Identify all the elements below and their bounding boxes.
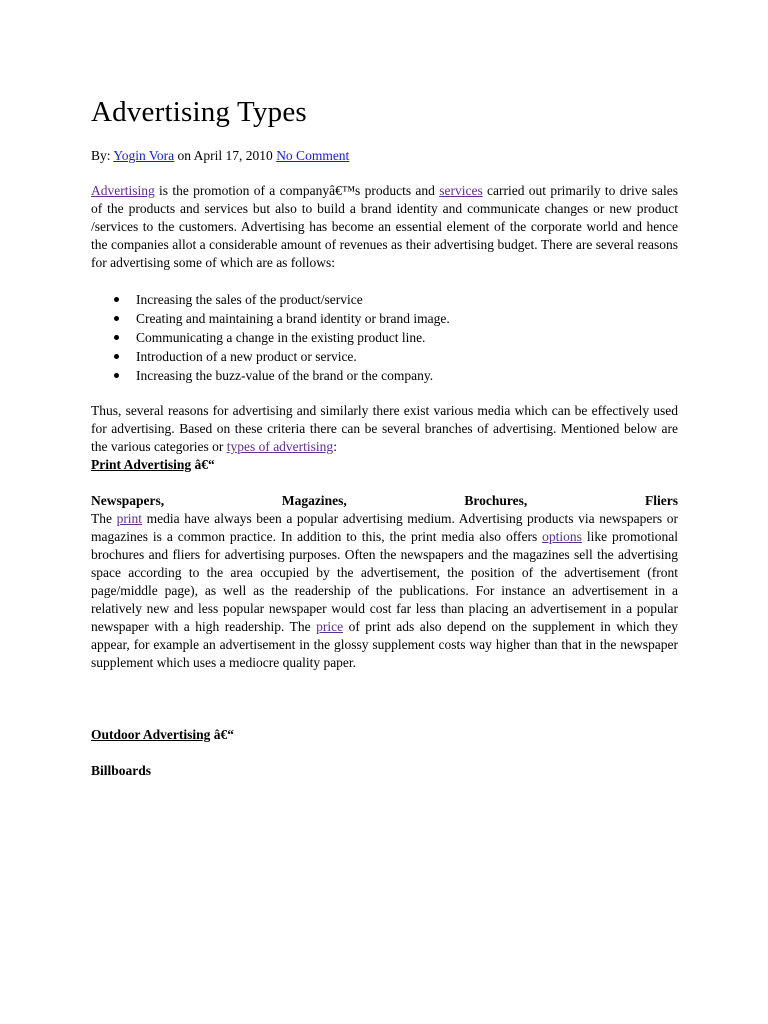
categories-paragraph [91, 402, 678, 456]
list-item: Creating and maintaining a brand identity or brand image. [136, 309, 678, 328]
list-item: Communicating a change in the existing product line. [136, 328, 678, 347]
print-link[interactable]: print [116, 511, 143, 526]
billboards-subheading: Billboards [91, 763, 152, 778]
article [91, 92, 678, 780]
intro-text-2: carried out primarily to drive sales of the products and services but also to build a brand identity and communicate changes or new product /services to the customers. Advertising has become an essential element of the corporate world and hence the companies allot a considerable amount of revenues as their advertising budget. There are several reasons for advertising some of which are as follows: [91, 183, 678, 270]
media-newspapers: Newspapers, [91, 493, 165, 508]
list-item: Increasing the buzz-value of the brand or the company. [136, 366, 678, 385]
outdoor-advertising-dash: â€“ [210, 727, 235, 742]
byline-prefix: By: [91, 148, 111, 163]
intro-paragraph [91, 182, 678, 272]
print-text-4: of print ads also depend on the supplement in which they appear, for example an advertisement in the glossy supplement costs way higher than that in the newspaper supplement which uses a mediocre quality paper. [91, 619, 679, 670]
comment-link[interactable]: No Comment [276, 148, 350, 163]
print-advertising-heading [91, 456, 678, 474]
print-text-2: media have always been a popular advertising medium. Advertising products via newspapers or magazines is a common practice. In addition to this, the print media also offers [91, 511, 678, 544]
print-media-row [91, 492, 678, 510]
media-magazines: Magazines, [281, 493, 347, 508]
post-date: on April 17, 2010 [177, 148, 273, 163]
print-text-1: The [91, 511, 117, 526]
thus-text-2: : [333, 439, 337, 454]
intro-text-1: is the promotion of a companyâ€™s products and [154, 183, 440, 198]
options-link[interactable]: options [542, 529, 582, 544]
price-link[interactable]: price [316, 619, 344, 634]
reasons-list [91, 290, 678, 385]
types-of-advertising-link[interactable]: types of advertising [226, 439, 334, 454]
byline [91, 147, 678, 165]
list-item: Increasing the sales of the product/service [136, 290, 678, 309]
print-advertising-dash: â€“ [191, 457, 215, 472]
outdoor-advertising-label: Outdoor Advertising [91, 727, 211, 742]
advertising-link[interactable]: Advertising [91, 183, 155, 198]
outdoor-advertising-heading [91, 726, 678, 744]
print-advertising-label: Print Advertising [91, 457, 192, 472]
print-paragraph [91, 510, 678, 672]
list-item: Introduction of a new product or service. [136, 347, 678, 366]
media-brochures: Brochures, [464, 493, 528, 508]
thus-text-1: Thus, several reasons for advertising and similarly there exist various media which can be effectively used for advertising. Based on these criteria there can be several branches of advertising. Mentioned below are the various categories or [91, 403, 678, 454]
print-text-3: like promotional brochures and fliers for advertising purposes. Often the newspapers and the magazines sell the advertising space according to the area occupied by the advertisement, the position of the advertisement (front page/middle page), as well as the readership of the publications. For instance an advertisement in a relatively new and less popular newspaper would cost far less than placing an advertisement in a popular newspaper with a high readership. The [91, 529, 678, 634]
services-link[interactable]: services [439, 183, 483, 198]
page-title: Advertising Types [91, 96, 307, 128]
media-fliers: Fliers [645, 493, 678, 508]
author-link[interactable]: Yogin Vora [113, 148, 175, 163]
